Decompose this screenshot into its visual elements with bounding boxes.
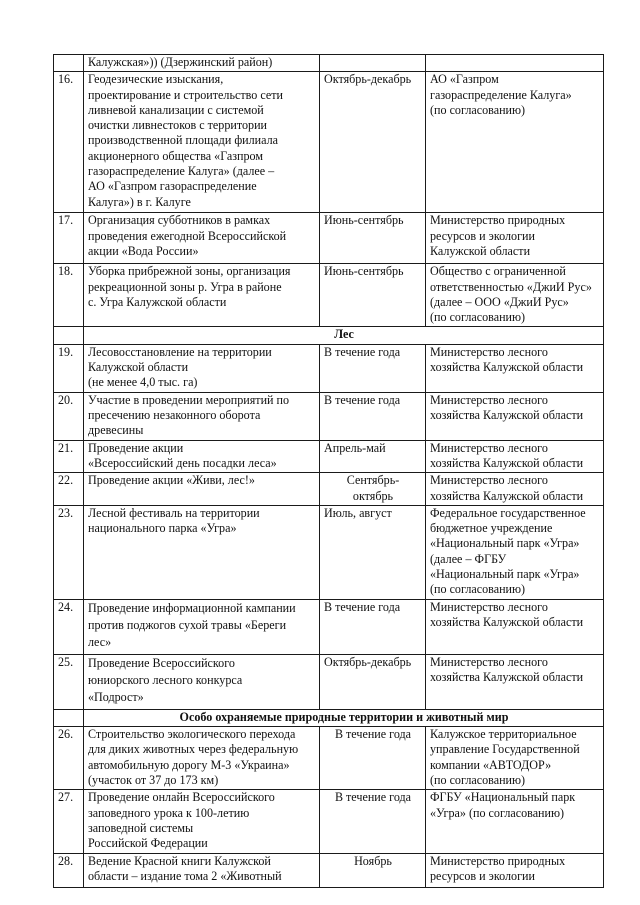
responsible-cell: АО «Газпром газораспределение Калуга» (по согласованию) xyxy=(426,72,604,213)
date-cell: В течение года xyxy=(320,790,426,853)
table-row xyxy=(54,264,604,327)
date-cell: В течение года xyxy=(320,599,426,654)
row-number: 24. xyxy=(54,599,84,654)
table-row xyxy=(54,473,604,506)
responsible-cell: Калужское территориальное управление Государственной компании «АВТОДОР» (по согласованию) xyxy=(426,727,604,790)
responsible-cell: Министерство лесного хозяйства Калужской области xyxy=(426,654,604,709)
responsible-cell: Федеральное государственное бюджетное учреждение «Национальный парк «Угра» (далее – ФГБУ «Национальный парк «Угра» (по согласованию) xyxy=(426,505,604,599)
date-cell: Сентябрь- октябрь xyxy=(320,473,426,506)
responsible-cell xyxy=(426,55,604,72)
row-number: 26. xyxy=(54,727,84,790)
section-title-protected: Особо охраняемые природные территории и животный мир xyxy=(84,709,604,726)
event-cell: Лесной фестиваль на территории национального парка «Угра» xyxy=(84,505,320,599)
row-number xyxy=(54,327,84,344)
row-number xyxy=(54,709,84,726)
event-cell: Геодезические изыскания, проектирование и строительство сети ливневой канализации с системой очистки ливнестоков с территории производственной площади филиала акционерного общества «Газпром газораспределение Калуга» (далее – АО «Газпром газораспределение Калуга») в г. Калуге xyxy=(84,72,320,213)
responsible-cell: Министерство лесного хозяйства Калужской области xyxy=(426,392,604,440)
row-number: 23. xyxy=(54,505,84,599)
row-number xyxy=(54,55,84,72)
event-cell: Проведение Всероссийского юниорского лесного конкурса «Подрост» xyxy=(84,654,320,709)
table-row xyxy=(54,505,604,599)
table-row xyxy=(54,72,604,213)
table-row xyxy=(54,599,604,654)
date-cell: В течение года xyxy=(320,727,426,790)
event-cell: Ведение Красной книги Калужской области – издание тома 2 «Животный xyxy=(84,853,320,887)
table-row xyxy=(54,55,604,72)
table-row xyxy=(54,344,604,392)
date-cell: Июнь-сентябрь xyxy=(320,213,426,264)
responsible-cell: Министерство лесного хозяйства Калужской области xyxy=(426,599,604,654)
table-row xyxy=(54,790,604,853)
events-table xyxy=(53,54,604,888)
row-number: 16. xyxy=(54,72,84,213)
row-number: 21. xyxy=(54,440,84,473)
event-cell: Проведение онлайн Всероссийского заповедного урока к 100-летию заповедной системы Российской Федерации xyxy=(84,790,320,853)
event-cell: Проведение акции «Живи, лес!» xyxy=(84,473,320,506)
responsible-cell: Общество с ограниченной ответственностью «ДжиИ Рус» (далее – ООО «ДжиИ Рус» (по согласованию) xyxy=(426,264,604,327)
date-cell: Июль, август xyxy=(320,505,426,599)
event-cell: Калужская»)) (Дзержинский район) xyxy=(84,55,320,72)
date-cell: Октябрь-декабрь xyxy=(320,654,426,709)
responsible-cell: ФГБУ «Национальный парк «Угра» (по согласованию) xyxy=(426,790,604,853)
event-cell: Организация субботников в рамках проведения ежегодной Всероссийской акции «Вода России» xyxy=(84,213,320,264)
row-number: 28. xyxy=(54,853,84,887)
date-cell: Ноябрь xyxy=(320,853,426,887)
responsible-cell: Министерство лесного хозяйства Калужской области xyxy=(426,473,604,506)
section-row xyxy=(54,709,604,726)
responsible-cell: Министерство природных ресурсов и экологии xyxy=(426,853,604,887)
row-number: 17. xyxy=(54,213,84,264)
date-cell: Апрель-май xyxy=(320,440,426,473)
section-title-forest: Лес xyxy=(84,327,604,344)
event-cell: Проведение акции «Всероссийский день посадки леса» xyxy=(84,440,320,473)
date-cell xyxy=(320,55,426,72)
table-row xyxy=(54,654,604,709)
date-cell: Июнь-сентябрь xyxy=(320,264,426,327)
table-row xyxy=(54,213,604,264)
row-number: 22. xyxy=(54,473,84,506)
date-cell: В течение года xyxy=(320,344,426,392)
section-row xyxy=(54,327,604,344)
responsible-cell: Министерство лесного хозяйства Калужской области xyxy=(426,344,604,392)
table-row xyxy=(54,392,604,440)
table-row xyxy=(54,727,604,790)
row-number: 27. xyxy=(54,790,84,853)
responsible-cell: Министерство природных ресурсов и экологии Калужской области xyxy=(426,213,604,264)
row-number: 19. xyxy=(54,344,84,392)
event-cell: Участие в проведении мероприятий по пресечению незаконного оборота древесины xyxy=(84,392,320,440)
event-cell: Лесовосстановление на территории Калужской области (не менее 4,0 тыс. га) xyxy=(84,344,320,392)
table-row xyxy=(54,853,604,887)
table-row xyxy=(54,440,604,473)
responsible-cell: Министерство лесного хозяйства Калужской области xyxy=(426,440,604,473)
event-cell: Строительство экологического перехода для диких животных через федеральную автомобильную дорогу М-3 «Украина» (участок от 37 до 173 км) xyxy=(84,727,320,790)
row-number: 18. xyxy=(54,264,84,327)
row-number: 20. xyxy=(54,392,84,440)
row-number: 25. xyxy=(54,654,84,709)
date-cell: В течение года xyxy=(320,392,426,440)
date-cell: Октябрь-декабрь xyxy=(320,72,426,213)
event-cell: Проведение информационной кампании против поджогов сухой травы «Береги лес» xyxy=(84,599,320,654)
event-cell: Уборка прибрежной зоны, организация рекреационной зоны р. Угра в районе с. Угра Калужской области xyxy=(84,264,320,327)
